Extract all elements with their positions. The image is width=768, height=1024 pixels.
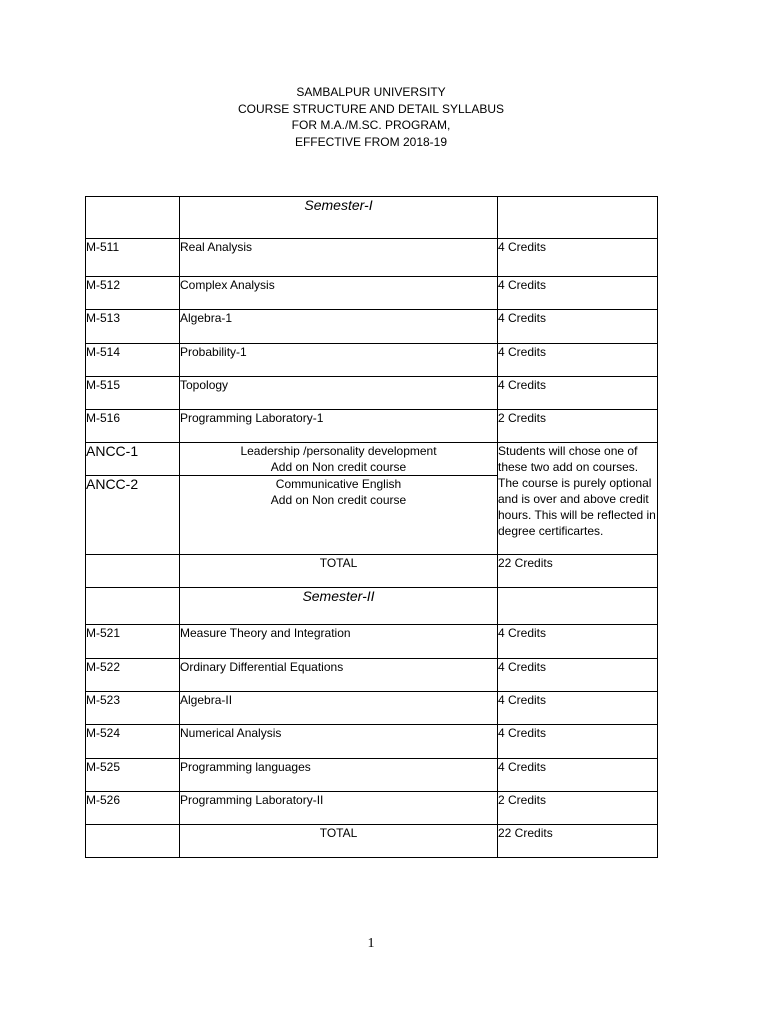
- page-number: 1: [367, 936, 375, 951]
- course-code: M-514: [86, 344, 180, 377]
- course-name: Programming languages: [180, 759, 498, 792]
- ancc-name-line2: Add on Non credit course: [270, 460, 407, 474]
- university-name: SAMBALPUR UNIVERSITY: [296, 85, 446, 99]
- course-name: Programming Laboratory-1: [180, 410, 498, 443]
- effective-year: EFFECTIVE FROM 2018-19: [294, 134, 448, 149]
- table-row: [86, 277, 658, 310]
- ancc-name: [180, 476, 498, 555]
- course-name: Algebra-II: [180, 692, 498, 725]
- semester-header-row: [86, 588, 658, 625]
- table-row: [86, 410, 658, 443]
- course-code: M-524: [86, 725, 180, 759]
- table-row: [86, 759, 658, 792]
- course-code: M-516: [86, 410, 180, 443]
- course-credits: 4 Credits: [498, 725, 658, 759]
- semester-title: Semester-I: [180, 197, 498, 239]
- course-name: Probability-1: [180, 344, 498, 377]
- ancc-code: ANCC-2: [86, 476, 180, 555]
- ancc-row: [86, 443, 658, 476]
- course-name: Topology: [180, 377, 498, 410]
- course-code: M-515: [86, 377, 180, 410]
- course-credits: 4 Credits: [498, 310, 658, 344]
- course-code: M-526: [86, 792, 180, 825]
- syllabus-table: [85, 196, 658, 858]
- table-row: [86, 659, 658, 692]
- table-row: [86, 692, 658, 725]
- course-credits: 2 Credits: [498, 792, 658, 825]
- course-credits: 4 Credits: [498, 659, 658, 692]
- total-label: TOTAL: [180, 555, 498, 588]
- course-code: M-512: [86, 277, 180, 310]
- ancc-name: [180, 443, 498, 476]
- course-code: M-521: [86, 625, 180, 659]
- program-line: FOR M.A./M.SC. PROGRAM,: [291, 118, 451, 132]
- course-name: Algebra-1: [180, 310, 498, 344]
- course-name: Real Analysis: [180, 239, 498, 277]
- semester-title: Semester-II: [180, 588, 498, 625]
- ancc-note: Students will chose one of these two add on courses. The course is purely optional and is over and above credit hours. This will be reflected in degree certificartes.: [498, 443, 658, 555]
- course-name: Ordinary Differential Equations: [180, 659, 498, 692]
- total-row: [86, 555, 658, 588]
- table-row: [86, 239, 658, 277]
- total-credits: 22 Credits: [498, 825, 658, 858]
- ancc-name-line2: Add on Non credit course: [270, 493, 407, 507]
- course-name: Complex Analysis: [180, 277, 498, 310]
- ancc-code: ANCC-1: [86, 443, 180, 476]
- course-credits: 4 Credits: [498, 277, 658, 310]
- total-credits: 22 Credits: [498, 555, 658, 588]
- table-row: [86, 792, 658, 825]
- course-name: Programming Laboratory-II: [180, 792, 498, 825]
- course-credits: 2 Credits: [498, 410, 658, 443]
- document-title: COURSE STRUCTURE AND DETAIL SYLLABUS: [237, 101, 505, 116]
- document-header: [0, 84, 742, 150]
- table-row: [86, 377, 658, 410]
- course-credits: 4 Credits: [498, 759, 658, 792]
- course-credits: 4 Credits: [498, 377, 658, 410]
- semester-header-row: [86, 197, 658, 239]
- table-row: [86, 344, 658, 377]
- course-credits: 4 Credits: [498, 692, 658, 725]
- table-row: [86, 725, 658, 759]
- course-code: M-513: [86, 310, 180, 344]
- table-row: [86, 310, 658, 344]
- course-credits: 4 Credits: [498, 625, 658, 659]
- ancc-name-line1: Communicative English: [275, 477, 402, 491]
- table-row: [86, 625, 658, 659]
- total-label: TOTAL: [180, 825, 498, 858]
- course-code: M-522: [86, 659, 180, 692]
- ancc-name-line1: Leadership /personality development: [240, 444, 437, 458]
- course-name: Numerical Analysis: [180, 725, 498, 759]
- course-code: M-525: [86, 759, 180, 792]
- course-credits: 4 Credits: [498, 239, 658, 277]
- total-row: [86, 825, 658, 858]
- course-credits: 4 Credits: [498, 344, 658, 377]
- course-name: Measure Theory and Integration: [180, 625, 498, 659]
- course-code: M-523: [86, 692, 180, 725]
- course-code: M-511: [86, 239, 180, 277]
